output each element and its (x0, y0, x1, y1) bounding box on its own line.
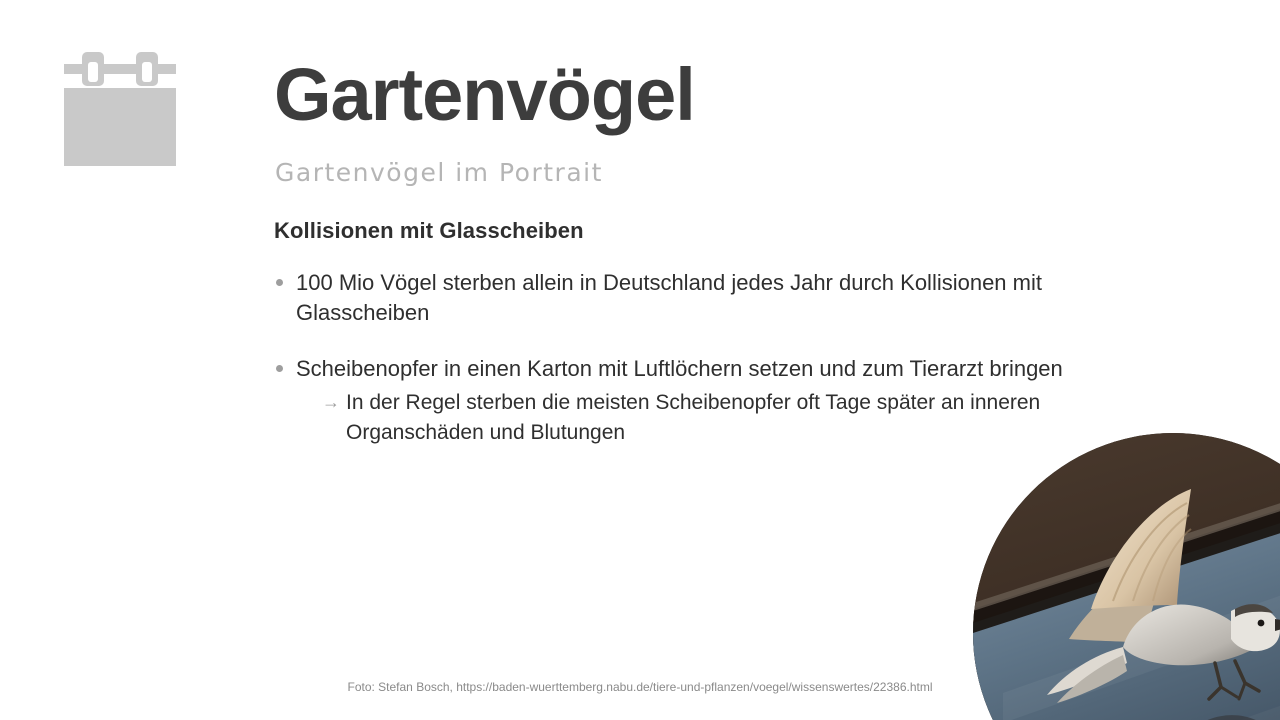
bullet-dot-icon (276, 279, 283, 286)
list-item-label: Scheibenopfer in einen Karton mit Luftlöchern setzen und zum Tierarzt bringen (296, 355, 1063, 381)
sub-list-item (296, 388, 1074, 448)
calendar-ring-right-inner (142, 62, 152, 82)
page-subtitle: Gartenvögel im Portrait (275, 158, 603, 187)
bullet-dot-icon (276, 365, 283, 372)
page-title: Gartenvögel (274, 53, 695, 136)
slide-content (274, 218, 1074, 473)
section-heading: Kollisionen mit Glasscheiben (274, 218, 584, 243)
calendar-ring-left-inner (88, 62, 98, 82)
list-item (274, 268, 1074, 328)
photo-caption: Foto: Stefan Bosch, https://baden-wuerttemberg.nabu.de/tiere-und-pflanzen/voegel/wissenswertes/22386.html (347, 680, 933, 694)
list-item (274, 354, 1074, 448)
bird-photo (973, 433, 1280, 720)
calendar-notch (64, 74, 176, 88)
sub-list-item-label: In der Regel sterben die meisten Scheibenopfer oft Tage später an inneren Organschäden und Blutungen (346, 390, 1041, 444)
calendar-placeholder-icon (64, 52, 176, 166)
list-item-label: 100 Mio Vögel sterben allein in Deutschland jedes Jahr durch Kollisionen mit Glasscheiben (296, 270, 1042, 325)
arrow-right-icon: → (322, 391, 340, 412)
bird-photo-graphic (973, 433, 1280, 720)
